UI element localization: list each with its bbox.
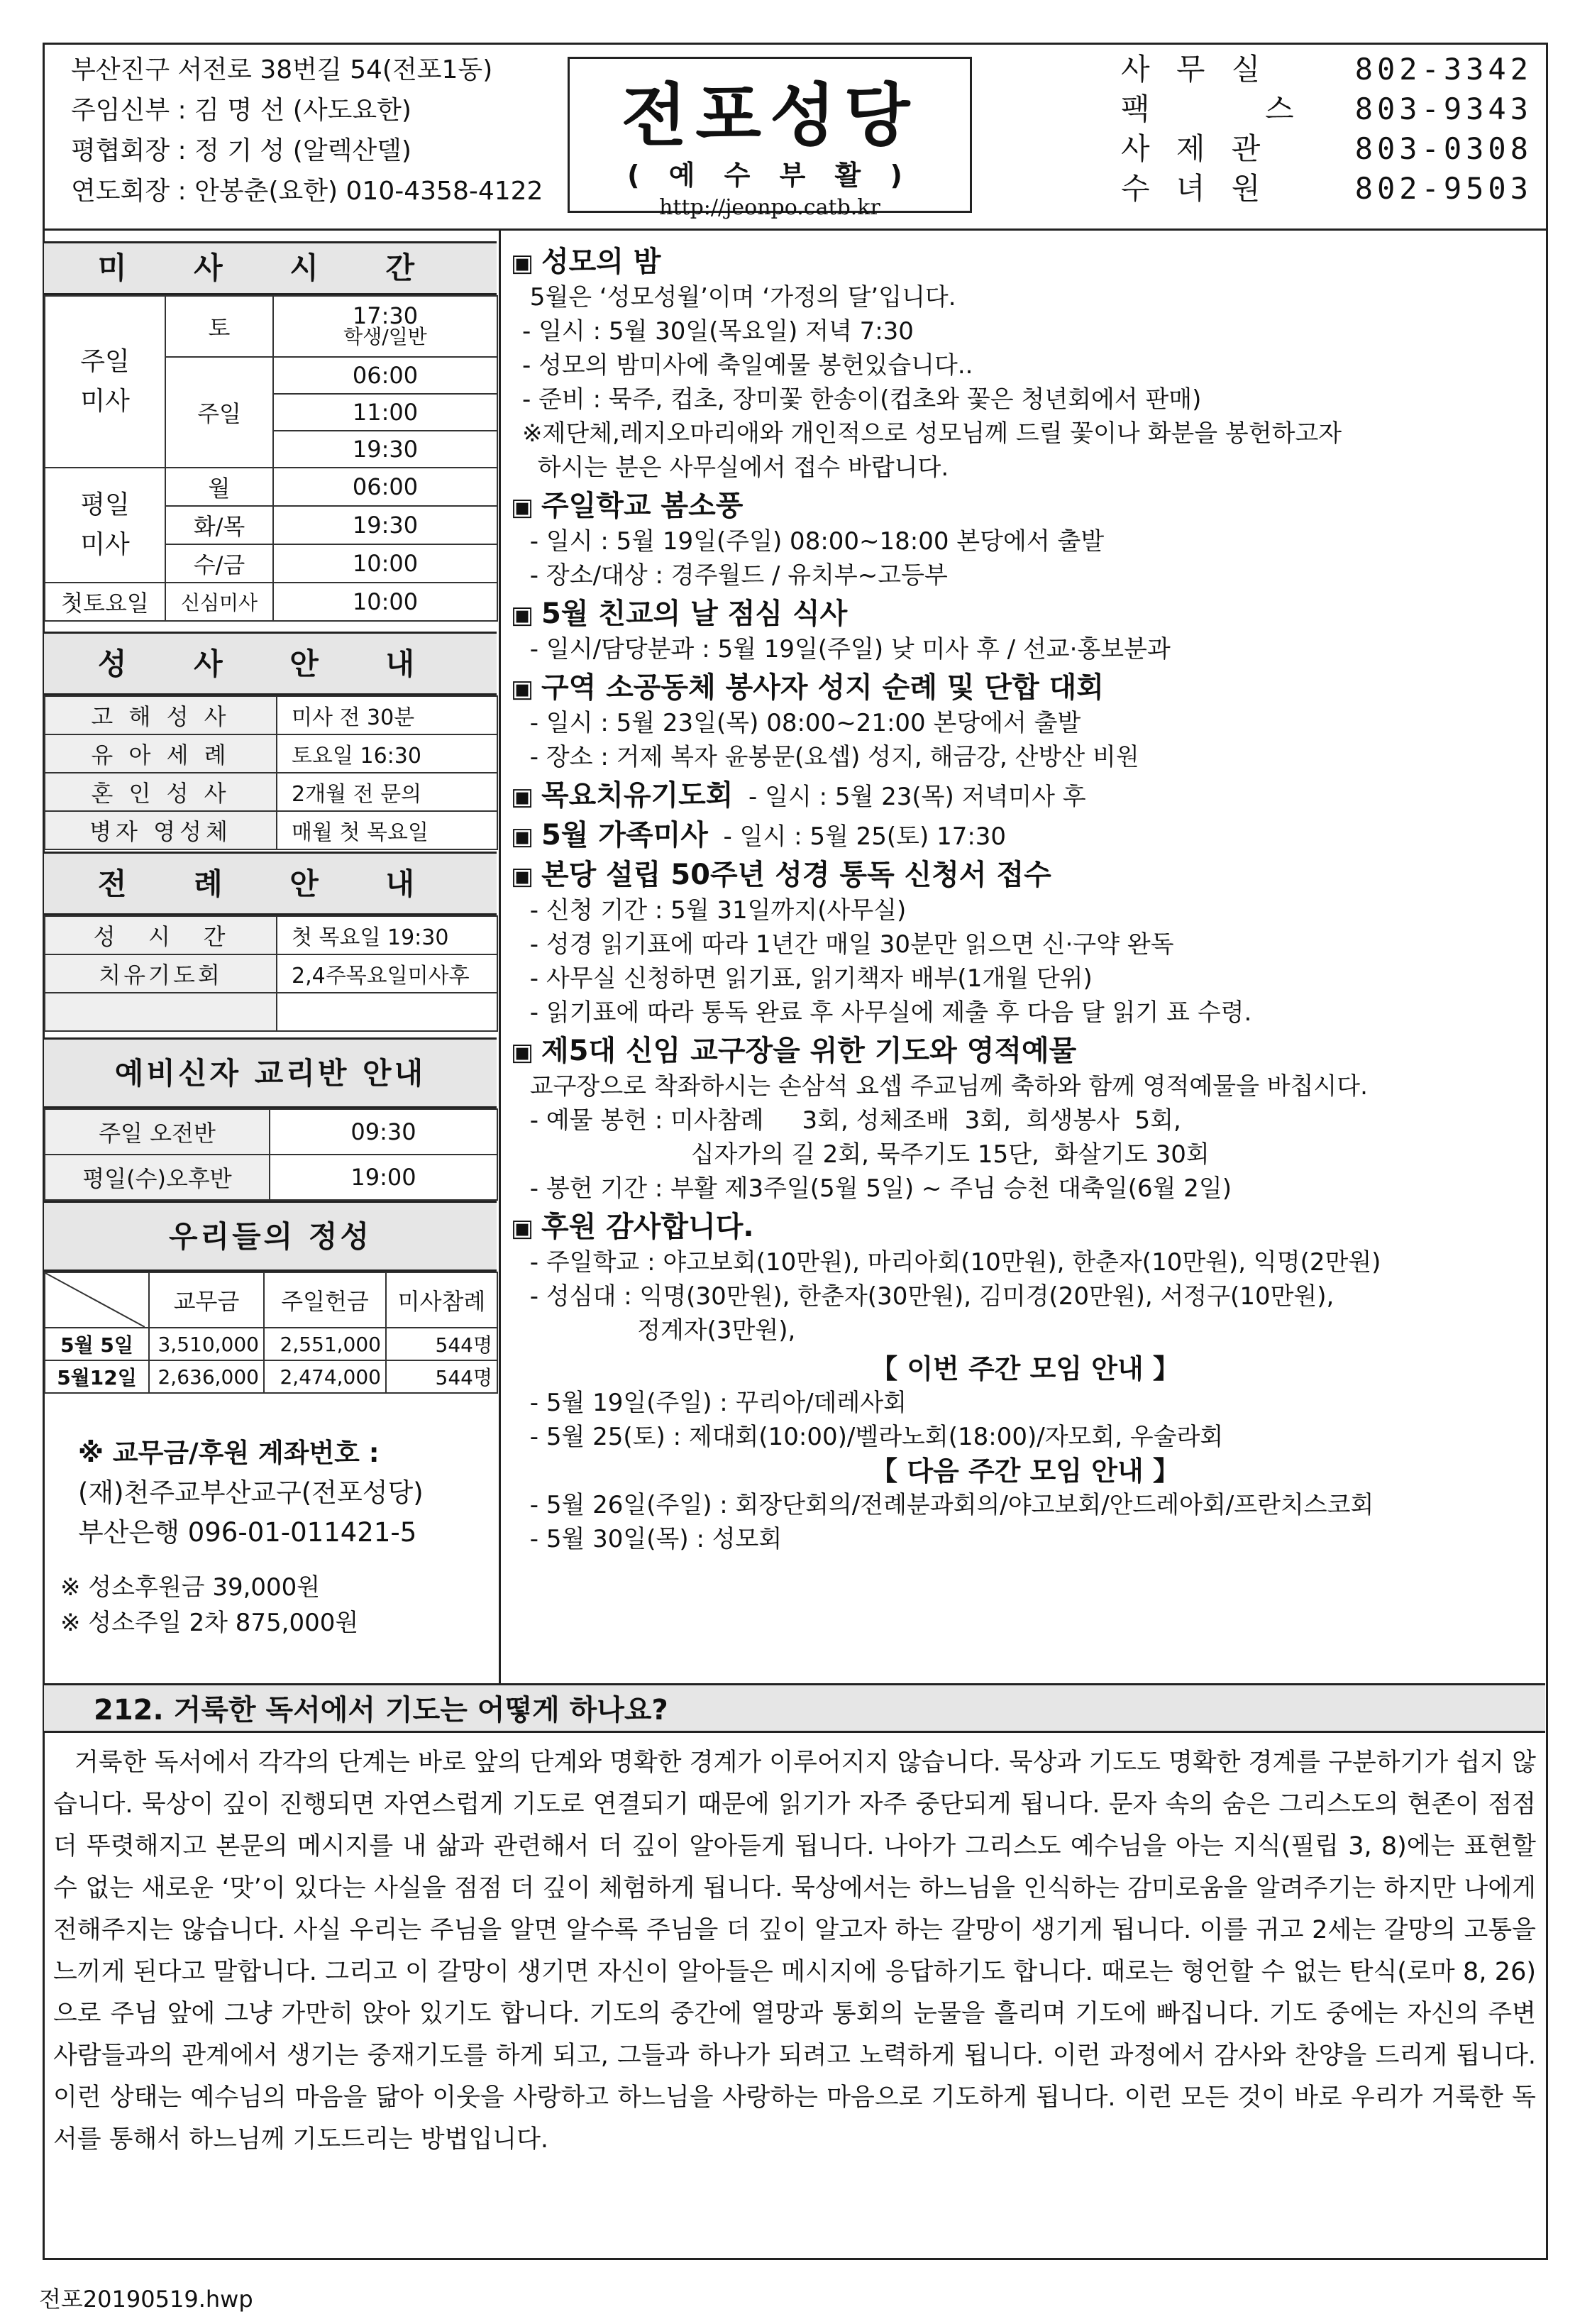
notice-heading [511, 858, 1540, 893]
offering-tithe: 2,636,000 [149, 1360, 264, 1393]
notice-line: - 일시 : 5월 23일(목) 08:00~21:00 본당에서 출발 [522, 709, 1081, 737]
notice-item [511, 597, 1540, 666]
meeting-line: - 5월 30일(목) : 성모회 [522, 1525, 783, 1553]
square-bullet-icon: ▣ [511, 1214, 541, 1243]
weekday-day: 수/금 [165, 544, 273, 583]
prayer-president: 연도회장 : 안봉춘(요한) 010-4358-4122 [71, 177, 543, 206]
saturday-label: 토 [165, 296, 273, 357]
donation-note: ※ 성소주일 2차 875,000원 [60, 1609, 359, 1637]
donation-note: ※ 성소후원금 39,000원 [60, 1573, 321, 1602]
weekday-mass-label: 평일 미사 [45, 468, 165, 583]
header-divider [43, 228, 1548, 231]
offering-attendance: 544명 [386, 1328, 497, 1360]
notice-title: 구역 소공동체 봉사자 성지 순례 및 단합 대회 [541, 671, 1104, 704]
notice-title: 본당 설립 50주년 성경 통독 신청서 접수 [541, 859, 1051, 891]
contact-number: 802-3342 [1354, 52, 1532, 87]
catechumen-class: 주일 오전반 [45, 1109, 270, 1155]
account-number: 부산은행 096-01-011421-5 [78, 1517, 417, 1548]
weekday-time: 06:00 [273, 468, 497, 506]
pastor: 주임신부 : 김 명 선 (사도요한) [71, 96, 411, 125]
contact-number: 803-9343 [1354, 92, 1532, 126]
sunday-label: 주일 [165, 357, 273, 468]
account-info [78, 1433, 504, 1553]
offering-sunday: 2,551,000 [264, 1328, 386, 1360]
notice-item [511, 1210, 1540, 1348]
liturgy-name: 성 시 간 [45, 916, 277, 954]
notice-item [511, 671, 1540, 774]
liturgy-name: 치유기도회 [45, 954, 277, 993]
offering-date: 5월 5일 [45, 1328, 149, 1360]
sunday-mass-label: 주일 미사 [45, 296, 165, 468]
notice-line: ※제단체,레지오마리애와 개인적으로 성모님께 드릴 꽃이나 화분을 봉헌하고자 [522, 419, 1342, 448]
notice-line: - 봉헌 기간 : 부활 제3주일(5월 5일) ~ 주님 승천 대축일(6월 2일) [522, 1174, 1232, 1203]
donation-notes [60, 1570, 358, 1641]
notice-title: 목요치유기도회 [541, 779, 734, 812]
notice-heading [511, 1210, 1540, 1245]
weekday-day: 월 [165, 468, 273, 506]
notice-line: 십자가의 길 2회, 묵주기도 15단, 화살기도 30회 [522, 1140, 1210, 1169]
page-title: 전포성당 [621, 75, 919, 155]
contact-label: 사 제 관 [1121, 131, 1265, 166]
page-subtitle: ( 예 수 부 활 ) [627, 160, 912, 191]
catechumen-class: 평일(수)오후반 [45, 1155, 270, 1200]
offering-header: 주일헌금 [264, 1272, 386, 1328]
mass-time-table [44, 295, 498, 622]
notice-line: 정계자(3만원), [522, 1316, 796, 1345]
offering-header: 미사참례 [386, 1272, 497, 1328]
notice-line: - 일시 : 5월 19일(주일) 08:00~18:00 본당에서 출발 [522, 527, 1105, 556]
notice-heading [511, 778, 1540, 814]
notice-title: 후원 감사합니다. [541, 1211, 754, 1243]
sunday-time: 19:30 [273, 431, 497, 468]
notice-line: - 읽기표에 따라 통독 완료 후 사무실에 제출 후 다음 달 읽기 표 수령. [522, 998, 1252, 1027]
notice-inline-detail: - 일시 : 5월 23(목) 저녁미사 후 [733, 783, 1086, 811]
notice-list [511, 245, 1540, 1556]
contact-row [1121, 169, 1532, 209]
notice-item [511, 778, 1540, 814]
saturday-time-cell [273, 296, 497, 357]
account-holder: (재)천주교부산교구(전포성당) [78, 1477, 424, 1508]
offering-header: 교무금 [149, 1272, 264, 1328]
parish-info [71, 50, 568, 211]
account-heading: ※ 교무금/후원 계좌번호 : [78, 1438, 380, 1468]
contact-number: 802-9503 [1354, 171, 1532, 206]
first-saturday-label: 첫토요일 [45, 583, 165, 621]
offering-heading: 우리들의 정성 [44, 1201, 497, 1272]
notice-line: - 장소 : 거제 복자 윤봉문(요셉) 성지, 해금강, 산방산 비원 [522, 743, 1139, 771]
liturgy-value [277, 993, 497, 1031]
question-body: 거룩한 독서에서 각각의 단계는 바로 앞의 단계와 명확한 경계가 이루어지지 않습니다. 묵상과 기도도 명확한 경계를 구분하기가 쉽지 않습니다. 묵상이 깊이 진행되면 자연스럽게 기도로 연결되기 때문에 읽기가 자주 중단되게 됩니다. 문자 속의 숨은 그리스도의 현존이 점점 더 뚜렷해지고 본문의 메시지를 내 삶과 관련해서 더 깊이 알아듣게 됩니다. 나아가 그리스도 예수님을 아는 지식(필립 3, 8)에는 표현할 수 없는 새로운 ‘맛’이 있다는 사실을 점점 더 깊이 체험하게 됩니다. 묵상에서는 하느님을 인식하는 감미로움을 알려주기는 하지만 나에게 전해주지는 않습니다. 사실 우리는 주님을 알면 알수록 주님을 더 깊이 알고자 하는 갈망이 생기게 됩니다. 이를 귀고 2세는 갈망의 고통을 느끼게 된다고 말합니다. 그리고 이 갈망이 생기면 자신이 알아들은 메시지에 응답하기도 합니다. 때로는 형언할 수 없는 탄식(로마 8, 26)으로 주님 앞에 그냥 가만히 앉아 있기도 합니다. 기도의 중간에 열망과 통회의 눈물을 흘리며 기도에 빠집니다. 기도 중에는 자신의 주변 사람들과의 관계에서 생기는 중재기도를 하게 되고, 그들과 하나가 되려고 노력하게 됩니다. 이런 과정에서 감사와 찬양을 드리게 됩니다. 이런 상태는 예수님의 마음을 닮아 이웃을 사랑하고 하느님을 사랑하는 마음으로 기도하게 됩니다. 이런 모든 것이 바로 우리가 거룩한 독서를 통해서 하느님께 기도드리는 방법입니다. [53, 1748, 1536, 2154]
square-bullet-icon: ▣ [511, 493, 541, 522]
notice-line: 하시는 분은 사무실에서 접수 바랍니다. [522, 453, 949, 482]
notice-line: - 신청 기간 : 5월 31일까지(사무실) [522, 896, 907, 925]
sacrament-value: 미사 전 30분 [277, 696, 497, 734]
contact-label: 팩 스 [1121, 92, 1298, 126]
saturday-note: 학생/일반 [343, 325, 427, 348]
notice-inline-detail: - 일시 : 5월 25(토) 17:30 [707, 822, 1007, 851]
offering-sunday: 2,474,000 [264, 1360, 386, 1393]
sacrament-table [44, 695, 498, 850]
square-bullet-icon: ▣ [511, 249, 541, 277]
notice-heading [511, 597, 1540, 632]
catechumen-time: 09:30 [270, 1109, 497, 1155]
notice-item [511, 818, 1540, 854]
notice-title: 5월 가족미사 [541, 819, 708, 852]
sacrament-name: 유 아 세 례 [45, 734, 277, 773]
sacrament-value: 2개월 전 문의 [277, 773, 497, 811]
catechumen-heading: 예비신자 교리반 안내 [44, 1037, 497, 1108]
contact-number: 803-0308 [1354, 131, 1532, 166]
notice-line: - 일시 : 5월 30일(목요일) 저녁 7:30 [522, 317, 914, 346]
liturgy-name [45, 993, 277, 1031]
notice-line: - 예물 봉헌 : 미사참례 3회, 성체조배 3회, 희생봉사 5회, [522, 1106, 1181, 1135]
first-saturday-time: 10:00 [273, 583, 497, 621]
offering-date: 5월12일 [45, 1360, 149, 1393]
notice-line: - 사무실 신청하면 읽기표, 읽기책자 배부(1개월 단위) [522, 964, 1093, 993]
sacrament-name: 병자 영성체 [45, 811, 277, 849]
next-week-meetings-title: 【 다음 주간 모임 안내 】 [871, 1455, 1180, 1487]
square-bullet-icon: ▣ [511, 601, 541, 629]
sunday-time: 06:00 [273, 357, 497, 394]
liturgy-table [44, 915, 498, 1032]
first-saturday-type: 신심미사 [165, 583, 273, 621]
contact-label: 사 무 실 [1121, 52, 1265, 87]
offering-tithe: 3,510,000 [149, 1328, 264, 1360]
liturgy-value: 첫 목요일 19:30 [277, 916, 497, 954]
weekday-time: 10:00 [273, 544, 497, 583]
notice-line: - 일시/담당분과 : 5월 19일(주일) 낮 미사 후 / 선교·홍보분과 [522, 635, 1171, 663]
this-week-meetings-title: 【 이번 주간 모임 안내 】 [871, 1353, 1180, 1384]
address: 부산진구 서전로 38번길 54(전포1동) [71, 55, 493, 84]
saturday-time: 17:30 [352, 302, 419, 329]
offering-table [44, 1272, 498, 1394]
sacrament-value: 매월 첫 목요일 [277, 811, 497, 849]
notice-line: - 성모의 밤미사에 축일예물 봉헌있습니다.. [522, 351, 973, 380]
mass-time-heading: 미 사 시 간 [44, 241, 497, 295]
notice-heading [511, 1034, 1540, 1069]
weekday-time: 19:30 [273, 506, 497, 544]
notice-title: 제5대 신임 교구장을 위한 기도와 영적예물 [541, 1035, 1077, 1067]
website-link[interactable]: http://jeonpo.catb.kr [659, 195, 880, 220]
liturgy-heading: 전 례 안 내 [44, 852, 497, 915]
contact-label: 수 녀 원 [1121, 171, 1265, 206]
square-bullet-icon: ▣ [511, 783, 541, 811]
notice-title: 주일학교 봄소풍 [541, 490, 744, 522]
sacrament-value: 토요일 16:30 [277, 734, 497, 773]
catechumen-table [44, 1108, 498, 1201]
liturgy-value: 2,4주목요일미사후 [277, 954, 497, 993]
notice-heading [511, 818, 1540, 854]
contact-row [1121, 89, 1532, 129]
sunday-time: 11:00 [273, 394, 497, 431]
notice-line: - 준비 : 묵주, 컵초, 장미꽃 한송이(컵초와 꽃은 청년회에서 판매) [522, 385, 1202, 414]
notice-heading [511, 245, 1540, 280]
square-bullet-icon: ▣ [511, 862, 541, 891]
notice-title: 성모의 밤 [541, 246, 661, 278]
contact-row [1121, 50, 1532, 89]
notice-title: 5월 친교의 날 점심 식사 [541, 597, 848, 630]
square-bullet-icon: ▣ [511, 675, 541, 703]
sacrament-heading: 성 사 안 내 [44, 632, 497, 695]
notice-heading [511, 489, 1540, 524]
contact-list [1121, 50, 1532, 209]
offering-corner-cell [45, 1272, 149, 1328]
diagonal-line [45, 1273, 145, 1327]
council-president: 평협회장 : 정 기 성 (알렉산델) [71, 136, 411, 165]
notice-line: - 성경 읽기표에 따라 1년간 매일 30분만 읽으면 신·구약 완독 [522, 930, 1174, 959]
sacrament-name: 혼 인 성 사 [45, 773, 277, 811]
meeting-line: - 5월 25(토) : 제대회(10:00)/벨라노회(18:00)/자모회, 우술라회 [522, 1423, 1224, 1451]
file-name: 전포20190519.hwp [39, 2286, 253, 2313]
notice-line: 교구장으로 착좌하시는 손삼석 요셉 주교님께 축하와 함께 영적예물을 바칩시다. [522, 1072, 1368, 1101]
notice-item [511, 1034, 1540, 1206]
notice-item [511, 489, 1540, 593]
notice-line: 5월은 ‘성모성월’이며 ‘가정의 달’입니다. [522, 283, 956, 312]
square-bullet-icon: ▣ [511, 822, 541, 851]
notice-line: - 주일학교 : 야고보회(10만원), 마리아회(10만원), 한춘자(10만원), 익명(2만원) [522, 1248, 1381, 1277]
square-bullet-icon: ▣ [511, 1038, 541, 1067]
weekday-day: 화/목 [165, 506, 273, 544]
notice-heading [511, 671, 1540, 706]
sacrament-name: 고 해 성 사 [45, 696, 277, 734]
catechumen-time: 19:00 [270, 1155, 497, 1200]
notice-line: - 성심대 : 익명(30만원), 한춘자(30만원), 김미경(20만원), 서정구(10만원), [522, 1282, 1334, 1311]
question-title: 212. 거룩한 독서에서 기도는 어떻게 하나요? [44, 1683, 1545, 1733]
notice-line: - 장소/대상 : 경주월드 / 유치부~고등부 [522, 561, 948, 590]
contact-row [1121, 129, 1532, 169]
meeting-line: - 5월 19일(주일) : 꾸리아/데레사회 [522, 1389, 907, 1417]
notice-item [511, 858, 1540, 1030]
notice-item [511, 245, 1540, 485]
title-box [568, 57, 972, 220]
meeting-line: - 5월 26일(주일) : 회장단회의/전례분과회의/야고보회/안드레아회/프란치스코회 [522, 1491, 1374, 1519]
offering-attendance: 544명 [386, 1360, 497, 1393]
